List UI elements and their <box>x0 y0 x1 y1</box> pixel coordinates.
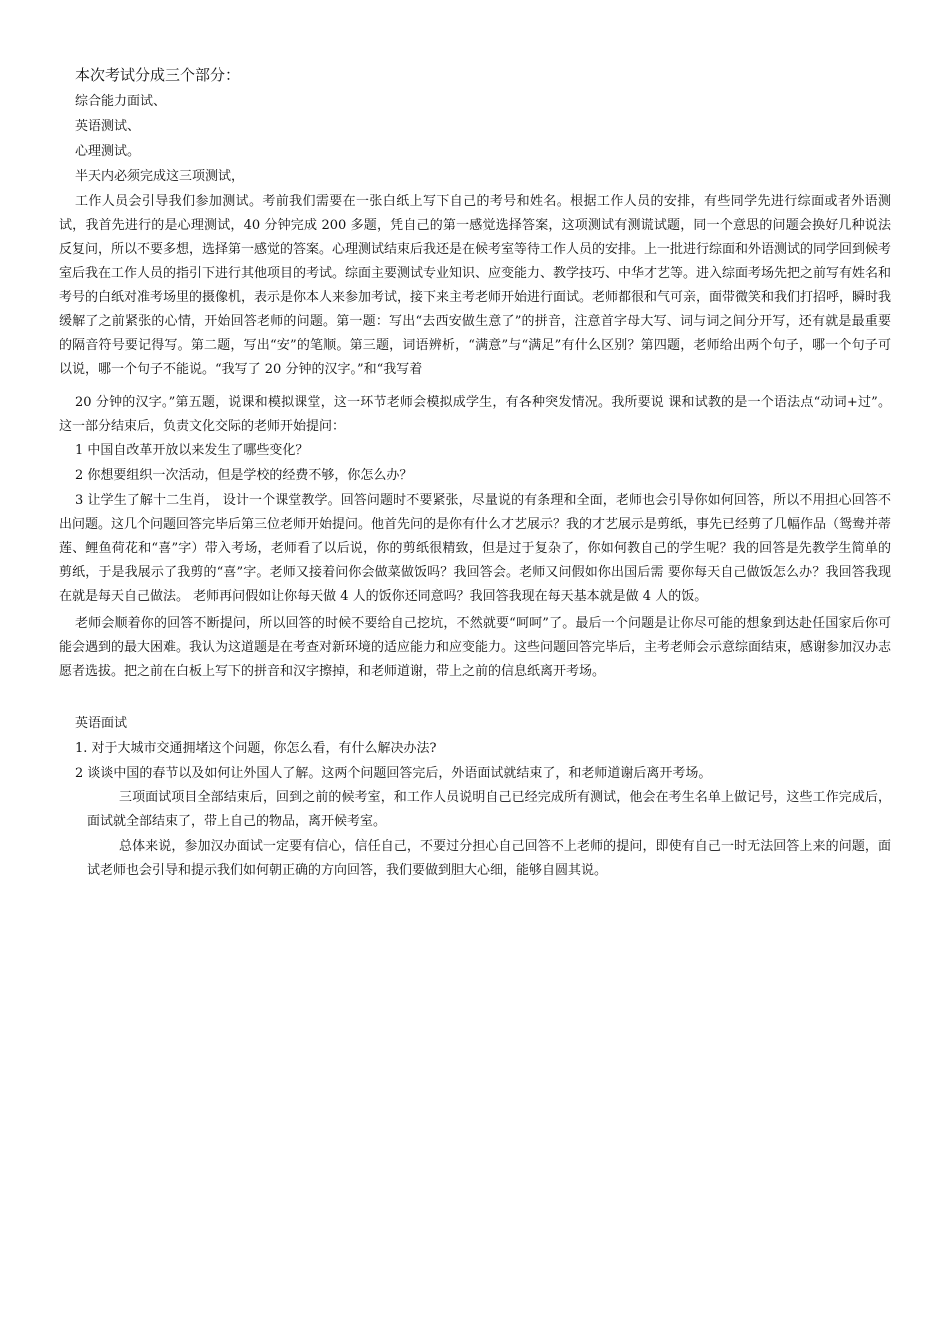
part-item-3: 心理测试。 <box>75 144 141 159</box>
paragraph-trial-lesson: 20 分钟的汉字。”第五题，说课和模拟课堂，这一环节老师会模拟成学生，有各种突发情况。我所要说 课和试教的是一个语法点“动词+过”。这一部分结束后，负责文化交际的老师开始提问： <box>59 395 891 434</box>
paragraph-conclusion-2: 总体来说，参加汉办面试一定要有信心，信任自己，不要过分担心自己回答不上老师的提问，即使有自己一时无法回答上来的问题，面试老师也会引导和提示我们如何朝正确的方向回答，我们要做到胆大心细，能够自圆其说。 <box>87 839 891 878</box>
english-question-1: 1. 对于大城市交通拥堵这个问题，你怎么看，有什么解决办法? <box>75 741 437 756</box>
paragraph-conclusion-1: 三项面试项目全部结束后，回到之前的候考室，和工作人员说明自己已经完成所有测试，他会在考生名单上做记号，这些工作完成后，面试就全部结束了，带上自己的物品，离开候考室。 <box>87 790 891 829</box>
part-item-1: 综合能力面试、 <box>75 94 167 109</box>
document-title: 本次考试分成三个部分： <box>75 66 241 84</box>
question-1: 1 中国自改革开放以来发生了哪些变化？ <box>75 443 309 458</box>
paragraph-question-3: 3 让学生了解十二生肖， 设计一个课堂教学。回答问题时不要紧张，尽量说的有条理和全面，老师也会引导你如何回答，所以不用担心回答不出问题。这几个问题回答完毕后第三位老师开始提问。他首先问的是你有什么才艺展示？我的才艺展示是剪纸，事先已经剪了几幅作品（鸳鸯并蒂莲、鲤鱼荷花和“喜”字）带入考场，老师看了以后说，你的剪纸很精致，但是过于复杂了，你如何教自己的学生呢？我的回答是先教学生简单的剪纸，于是我展示了我剪的“喜”字。老师又接着问你会做菜做饭吗？我回答会。老师又问假如你出国后需 要你每天自己做饭怎么办？我回答我现在就是每天自己做法。 老师再问假如让你每天做 4 人的饭你还同意吗？我回答我现在每天基本就是做 4 人的饭。 <box>59 493 892 604</box>
question-2: 2 你想要组织一次活动，但是学校的经费不够，你怎么办？ <box>75 468 413 483</box>
english-interview-heading: 英语面试 <box>75 716 128 731</box>
paragraph-follow-up: 老师会顺着你的回答不断提问，所以回答的时候不要给自己挖坑，不然就要“呵呵”了。最后一个问题是让你尽可能的想象到达赴任国家后你可能会遇到的最大困难。我认为这道题是在考查对新环境的适应能力和应变能力。这些问题回答完毕后，主考老师会示意综面结束，感谢参加汉办志愿者选拔。把之前在白板上写下的拼音和汉字擦掉，和老师道谢，带上之前的信息纸离开考场。 <box>59 616 892 679</box>
english-question-2: 2 谈谈中国的春节以及如何让外国人了解。这两个问题回答完后，外语面试就结束了，和老师道谢后离开考场。 <box>75 766 712 781</box>
part-item-2: 英语测试、 <box>75 119 141 134</box>
half-day-note: 半天内必须完成这三项测试， <box>75 169 245 184</box>
paragraph-intro: 工作人员会引导我们参加测试。考前我们需要在一张白纸上写下自己的考号和姓名。根据工作人员的安排，有些同学先进行综面或者外语测试，我首先进行的是心理测试，40 分钟完成 200 多题，凭自己的第一感觉选择答案，这项测试有测谎试题，同一个意思的问题会换好几种说法反复问，所以不要多想，选择第一感觉的答案。心理测试结束后我还是在候考室等待工作人员的安排。上一批进行综面和外语测试的同学回到候考室后我在工作人员的指引下进行其他项目的考试。综面主要测试专业知识、应变能力、教学技巧、中华才艺等。进入综面考场先把之前写有姓名和考号的白纸对准考场里的摄像机，表示是你本人来参加考试，接下来主考老师开始进行面试。老师都很和气可亲，面带微笑和我们打招呼，瞬时我缓解了之前紧张的心情，开始回答老师的问题。第一题：写出“去西安做生意了”的拼音，注意首字母大写、词与词之间分开写，还有就是最重要的隔音符号要记得写。第二题，写出“安”的笔顺。第三题，词语辨析，“满意”与“满足”有什么区别？第四题，老师给出两个句子，哪一个句子可以说，哪一个句子不能说。“我写了 20 分钟的汉字。”和“我写着 <box>59 194 892 377</box>
